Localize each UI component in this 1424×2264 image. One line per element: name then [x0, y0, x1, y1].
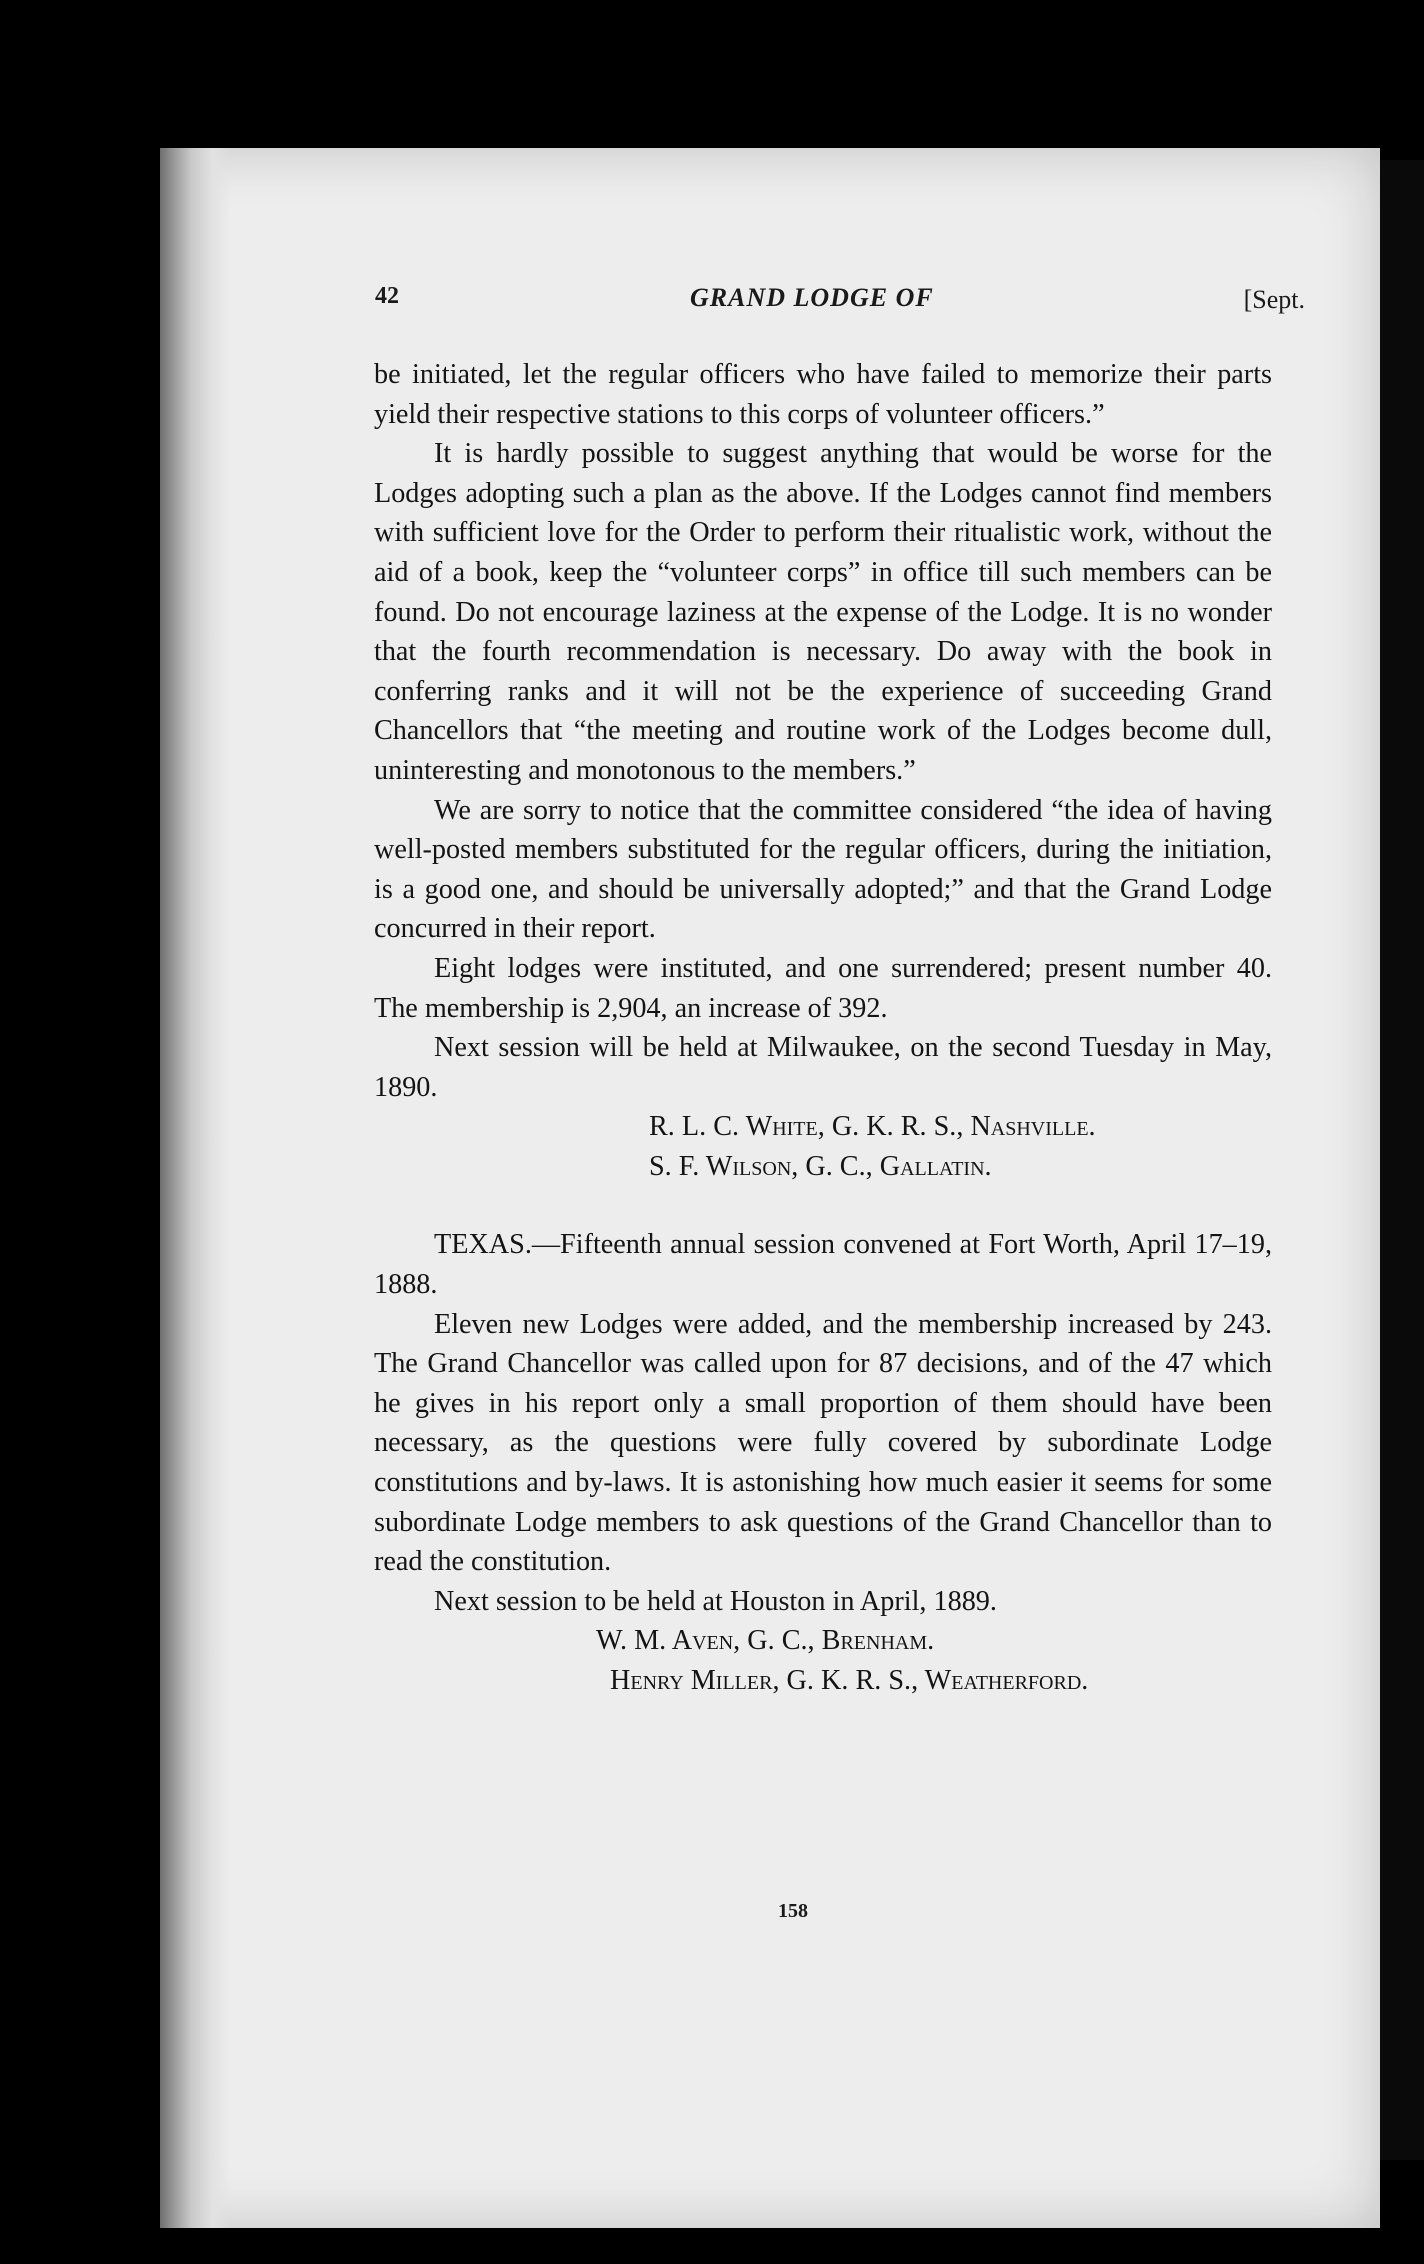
paragraph: Next session to be held at Houston in April, 1889.	[434, 1585, 997, 1617]
signature-line: S. F. Wilson, G. C., Gallatin.	[649, 1150, 992, 1182]
section-heading-paragraph: TEXAS.—Fifteenth annual session convened at Fort Worth, April 17–19, 1888.	[374, 1229, 1272, 1301]
running-title: GRAND LODGE OF	[690, 283, 934, 312]
paragraph-continued: be initiated, let the regular officers who have failed to memorize their parts yield their respective stations to this corps of volunteer officers.”	[374, 359, 1272, 430]
page-gutter-shadow	[160, 148, 230, 2228]
page-number: 42	[375, 283, 399, 309]
section-gap	[374, 1186, 1272, 1225]
paragraph: Eleven new Lodges were added, and the membership increased by 243. The Grand Chancellor was called upon for 87 decisions, and of the 47 which he gives in his report only a small proportion of them should have been necessary, as the questions were fully covered by subordinate Lodge constitutions and by-laws. It is astonishing how much easier it seems for some subordinate Lodge members to ask questions of the Grand Chancellor than to read the constitution.	[374, 1308, 1272, 1578]
signature-line: R. L. C. White, G. K. R. S., Nashville.	[649, 1111, 1096, 1143]
paragraph: It is hardly possible to suggest anything that would be worse for the Lodges adopting such a plan as the above. If the Lodges cannot find members with sufficient love for the Order to perform their ritualistic work, without the aid of a book, keep the “volunteer corps” in office till such members can be found. Do not encourage laziness at the expense of the Lodge. It is no wonder that the fourth recommendation is necessary. Do away with the book in conferring ranks and it will not be the experience of succeeding Grand Chancellors that “the meeting and routine work of the Lodges become dull, uninteresting and monotonous to the members.”	[374, 438, 1272, 786]
paragraph: We are sorry to notice that the committee considered “the idea of having well-posted members substituted for the regular officers, during the initiation, is a good one, and should be universally adopted;” and that the Grand Lodge concurred in their report.	[374, 794, 1272, 945]
signature-line: W. M. Aven, G. C., Brenham.	[596, 1625, 935, 1657]
facing-page-edge	[1380, 160, 1424, 2160]
paragraph: Eight lodges were instituted, and one surrendered; present number 40. The membership is 2,904, an increase of 392.	[374, 952, 1272, 1024]
page-body	[374, 355, 1272, 1701]
folio-number: 158	[778, 1900, 808, 1922]
running-header	[375, 283, 1305, 323]
signature-line: Henry Miller, G. K. R. S., Weatherford.	[610, 1665, 1089, 1696]
running-month: [Sept.	[1243, 285, 1305, 314]
paragraph: Next session will be held at Milwaukee, on the second Tuesday in May, 1890.	[374, 1032, 1272, 1103]
